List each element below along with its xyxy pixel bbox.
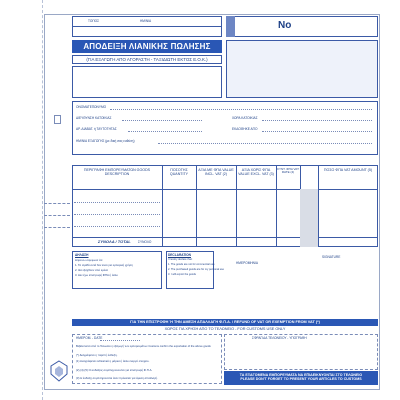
customs-use-banner: ΧΩΡΟΣ ΓΙΑ ΧΡΗΣΗ ΑΠΟ ΤΟ ΤΕΛΩΝΕΙΟ - FOR CUSTOMS USE ONLY <box>164 327 286 331</box>
buyer-export-date-line <box>158 143 372 144</box>
declaration-greek-line: 2. Θα εξαχθούν από εμένα <box>75 268 109 272</box>
document-title: ΑΠΟΔΕΙΞΗ ΛΙΑΝΙΚΗΣ ΠΩΛΗΣΗΣ <box>72 40 222 53</box>
customs-reminder-banner <box>224 371 378 385</box>
buyer-address-line <box>122 120 202 121</box>
customs-reminder-english: PLEASE DON'T FORGET TO PRESENT YOUR ARTICLES TO CUSTOMS <box>240 377 362 382</box>
column-header-vat-rate: ΣΥΝΤ. ΦΠΑ VAT RATE (4) <box>277 167 299 175</box>
declaration-greek-line: 1. Τα αγαθά αυτά δεν είναι για εμπορική χρήση <box>75 263 133 267</box>
number-box <box>226 16 378 37</box>
refund-option: (2),(4),(5) Οι ενδείξεις συμπληρώνονται για επιστροφή Φ.Π.Α. <box>76 368 153 372</box>
total-arrow: ΣΥΝΟΛΟ <box>138 240 152 244</box>
declaration-greek-line: Δηλώνω σύμφωνα ότι: <box>75 258 103 262</box>
buyer-residence-line <box>262 120 372 121</box>
margin-dash <box>44 203 70 204</box>
declaration-english-line: 2. The purchased goods are for my personal use <box>168 268 224 271</box>
signature-label: SIGNATURE <box>322 255 341 259</box>
number-label: No <box>278 20 292 31</box>
declaration-english-line: I hereby declare that: <box>168 258 193 261</box>
column-divider <box>300 165 301 189</box>
place-label: ΤΟΠΟΣ <box>88 19 100 23</box>
column-header-description: ΠΕΡΙΓΡΑΦΗ ΕΜΠΟΡΕΥΜΑΤΩΝ GOODS DESCRIPTION <box>83 168 151 177</box>
column-header-value-excl: ΑΞΙΑ ΧΩΡΙΣ ΦΠΑ VALUE EXCL. VAT (3) <box>238 168 274 177</box>
refund-banner: ΓΙΑ ΤΗΝ ΕΠΙΣΤΡΟΦΗ Ή ΤΗΝ ΑΜΕΣΗ ΑΠΑΛΛΑΓΗ Φ.Π.Α. / REFUND OF VAT OR EXEMPTION FROM VAT (*) <box>72 319 378 326</box>
declaration-english-title: DECLARATION <box>168 253 191 257</box>
total-label: ΣΥΝΟΛΑ / TOTAL <box>98 239 131 244</box>
perforation-line <box>42 0 43 400</box>
buyer-address-label: ΔΙΕΥΘΥΝΣΗ ΚΑΤΟΙΚΙΑΣ <box>76 116 112 120</box>
customs-date-label: ΗΜΕΡΟΜ. - DATE <box>76 336 103 340</box>
refund-option: (3) Η ένδειξη συμπληρώνεται όταν πρόκειται για άμεση απαλλαγή. <box>76 376 158 380</box>
customs-reminder-greek: ΤΑ ΕΞΑΓΟΜΕΝΑ ΕΜΠΟΡΕΥΜΑΤΑ ΝΑ ΕΠΙΔΕΙΚΝΥΟΝΤΑΙ ΣΤΟ ΤΕΛΩΝΕΙΟ <box>239 373 363 377</box>
declaration-greek-title: ΔΗΛΩΣΗ <box>75 253 89 257</box>
buyer-residence-label: ΧΩΡΑ ΚΑΤΟΙΚΙΑΣ <box>232 116 258 120</box>
column-header-value-incl: ΑΞΙΑ ΜΕ ΦΠΑ VALUE INCL. VAT (2) <box>198 168 234 177</box>
buyer-passport-line <box>128 131 202 132</box>
declaration-greek-line: 3. Δεν έχω επιστροφή ΦΠΑ ή άλλο <box>75 273 118 277</box>
margin-dash <box>44 215 70 216</box>
buyer-export-date-label: ΗΜ/ΝΙΑ ΕΞΑΓΩΓΗΣ (με δική σας ευθύνη) <box>76 139 135 143</box>
date-label: ΗΜ/ΝΙΑ <box>140 19 152 23</box>
emblem-icon <box>49 360 69 382</box>
margin-dash <box>44 227 70 228</box>
goods-table-header-divider <box>72 189 378 190</box>
buyer-name-label: ΟΝΟΜΑΤΕΠΩΝΥΜΟ <box>76 105 107 109</box>
place-date-divider <box>72 26 222 27</box>
declaration-english-line: 1. The goods are not for commercial use <box>168 263 215 266</box>
declaration-date-label: ΗΜΕΡΟΜΗΝΙΑ <box>236 261 258 265</box>
buyer-passport-label: ΑΡ. ΔΙΑΒΑΤ. ή ΤΑΥΤΟΤΗΤΑΣ <box>76 127 117 131</box>
refund-option: (*) Διαγράφεται η περιττή ένδειξη. <box>76 353 118 357</box>
buyer-issued-label: ΕΚΔΟΘΗΚΕ ΑΠΟ <box>232 127 258 131</box>
column-header-vat-amount: ΠΟΣΟ ΦΠΑ VAT AMOUNT (5) <box>323 168 373 172</box>
buyer-name-line <box>110 109 372 110</box>
column-header-quantity: ΠΟΣΟΤΗΣ QUANTITY <box>169 168 189 177</box>
buyer-issued-line <box>262 131 372 132</box>
description-row-line <box>74 226 160 227</box>
customs-stamp-label: ΣΦΡΑΓΙΔΑ ΤΕΛΩΝΕΙΟΥ - ΥΠΟΓΡΑΦΗ <box>252 336 307 340</box>
shaded-cell <box>300 237 318 247</box>
description-row-line <box>74 202 160 203</box>
goods-table-total-divider <box>72 237 378 238</box>
seller-info-box <box>226 40 378 98</box>
refund-option: (1) Αναγράφεται ενδεικτικά η μάρκα ή άλλο ενεργό στοιχείο. <box>76 359 150 363</box>
shaded-cell <box>300 189 318 237</box>
perforation-mark-icon <box>54 115 61 124</box>
customs-date-line <box>100 340 140 341</box>
number-tab <box>226 16 235 37</box>
declaration-english-line: 3. I will export the goods <box>168 273 196 276</box>
description-row-line <box>74 214 160 215</box>
document-subtitle: (ΓΙΑ ΕΞΑΓΩΓΗ ΑΠΟ ΑΓΟΡΑΣΤΗ - ΤΑΞΙΔΙΩΤΗ ΕΚΤΟΣ Ε.Ο.Κ.) <box>72 55 222 64</box>
customs-certificate-text: Βεβαιώνεται από το Τελωνείο η εξαγωγή των εμπορευμάτων Customs confirm the exportation of the above goods <box>76 345 211 348</box>
seller-details-box <box>72 66 222 98</box>
